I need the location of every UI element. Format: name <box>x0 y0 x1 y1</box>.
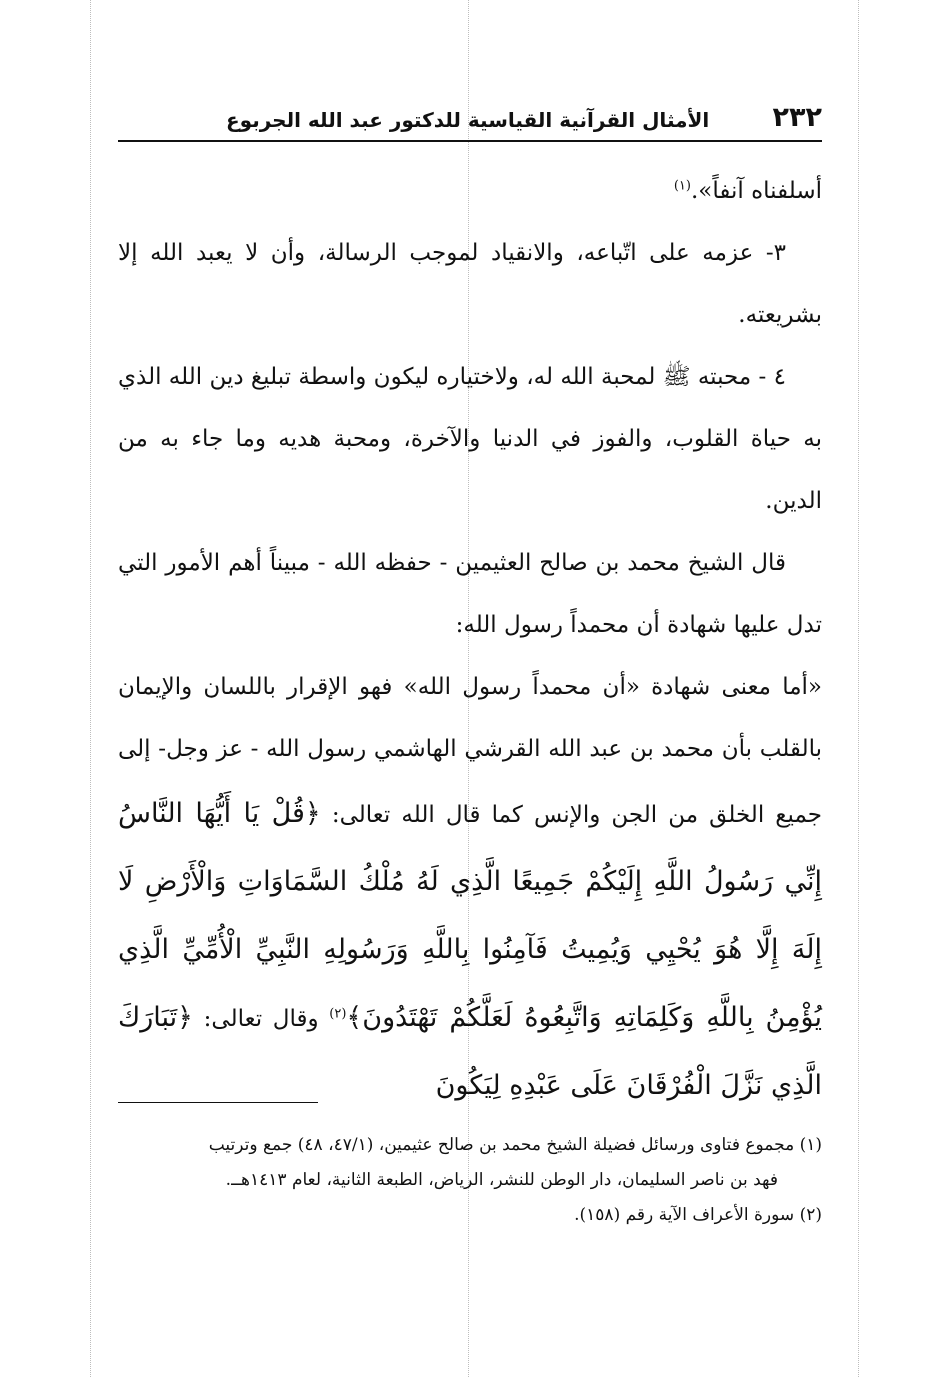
footnote-separator <box>118 1102 318 1103</box>
footnote-continuation: فهد بن ناصر السليمان، دار الوطن للنشر، الرياض، الطبعة الثانية، لعام ١٤١٣هــ. <box>225 1170 778 1190</box>
running-title: الأمثال القرآنية القياسية للدكتور عبد الله الجربوع <box>226 108 710 132</box>
paragraph: ٣- عزمه على اتّباعه، والانقياد لموجب الرسالة، وأن لا يعبد الله إلا بشريعته. <box>118 240 822 328</box>
quotation-text: «أما معنى شهادة «أن محمداً رسول الله» فهو الإقرار باللسان والإيمان بالقلب بأن محمد بن عبد الله القرشي الهاشمي رسول الله - عز وجل- إلى جميع الخلق من الجن والإنس كما قال الله تعالى: <box>118 674 822 828</box>
footnote: (١) مجموع فتاوى ورسائل فضيلة الشيخ محمد بن صالح عثيمين، (٤٧/١، ٤٨) جمع وترتيب <box>208 1135 822 1155</box>
quran-verse: ﴿قُلْ يَا أَيُّهَا النَّاسُ إِنِّي رَسُولُ اللَّهِ إِلَيْكُمْ جَمِيعًا الَّذِي لَهُ مُلْكُ السَّمَاوَاتِ وَالْأَرْضِ لَا إِلَهَ إِلَّا هُوَ يُحْيِي وَيُمِيتُ فَآمِنُوا بِاللَّهِ وَرَسُولِهِ النَّبِيِّ الْأُمِّيِّ الَّذِي يُؤْمِنُ بِاللَّهِ وَكَلِمَاتِهِ وَاتَّبِعُوهُ لَعَلَّكُمْ تَهْتَدُونَ﴾ <box>118 798 823 1033</box>
running-header <box>118 100 822 142</box>
footnote-ref: (٢) <box>329 1006 347 1022</box>
paragraph <box>118 160 822 222</box>
paragraph-text: أسلفناه آنفاً». <box>690 178 822 204</box>
scan-guide-line <box>858 0 859 1377</box>
quotation <box>118 656 822 1120</box>
main-text <box>118 160 822 1120</box>
scan-guide-line <box>90 0 91 1377</box>
book-page <box>118 100 822 1120</box>
paragraph: قال الشيخ محمد بن صالح العثيمين - حفظه الله - مبيناً أهم الأمور التي تدل عليها شهادة أن محمداً رسول الله: <box>118 550 822 638</box>
paragraph: ٤ - محبته ﷺ لمحبة الله له، ولاختياره ليكون واسطة تبليغ دين الله الذي به حياة القلوب، والفوز في الدنيا والآخرة، ومحبة هديه وما جاء به من الدين. <box>118 364 822 514</box>
page-number: ٢٣٢ <box>772 102 822 133</box>
footnotes <box>118 1128 822 1233</box>
footnote-ref: (١) <box>673 178 691 194</box>
footnote: (٢) سورة الأعراف الآية رقم (١٥٨). <box>574 1205 822 1225</box>
quran-verse: ﴿تَبَارَكَ الَّذِي نَزَّلَ الْفُرْقَانَ عَلَى عَبْدِهِ لِيَكُونَ <box>118 1002 822 1101</box>
connector-text: وقال تعالى: <box>193 1006 330 1032</box>
